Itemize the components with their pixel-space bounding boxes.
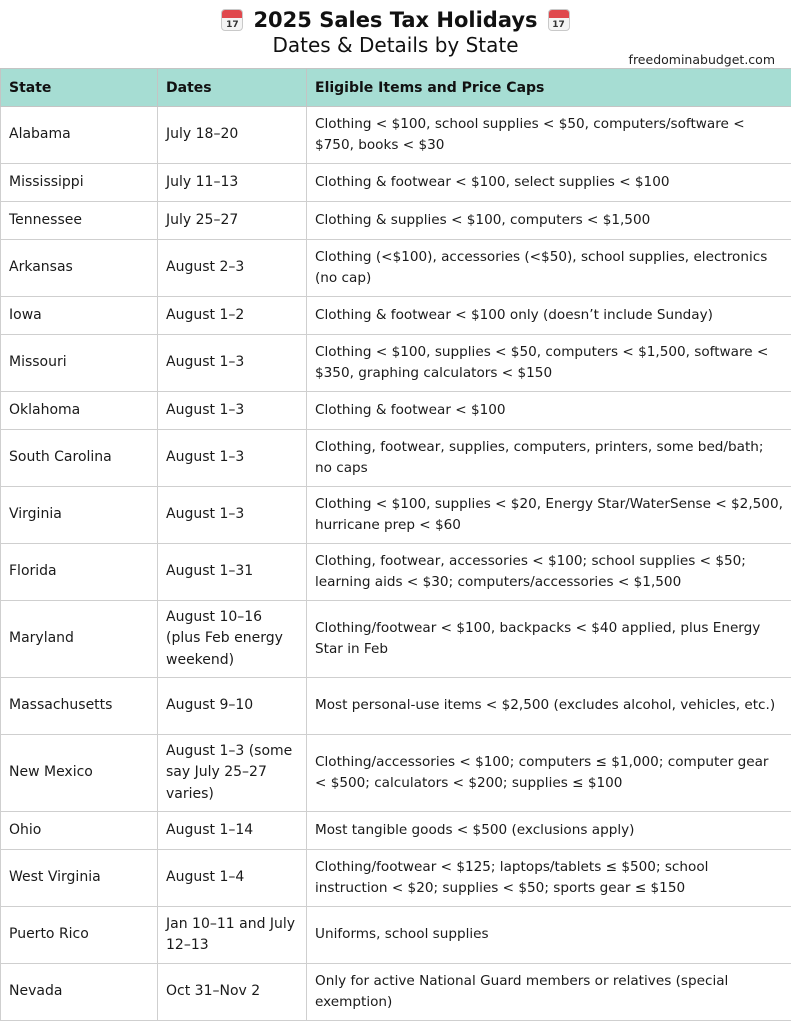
table-row <box>1 812 791 850</box>
items-cell: Clothing & footwear < $100, select supplies < $100 <box>307 164 791 202</box>
table-row <box>1 907 791 964</box>
dates-cell: Oct 31–Nov 2 <box>158 964 307 1021</box>
column-header-state: State <box>1 69 158 107</box>
state-cell: Iowa <box>1 297 158 335</box>
items-cell: Clothing, footwear, accessories < $100; school supplies < $50; learning aids < $30; computers/accessories < $1,500 <box>307 544 791 601</box>
state-cell: New Mexico <box>1 735 158 812</box>
sales-tax-table <box>0 68 791 1021</box>
dates-cell: August 1–3 <box>158 487 307 544</box>
items-cell: Clothing < $100, supplies < $20, Energy Star/WaterSense < $2,500, hurricane prep < $60 <box>307 487 791 544</box>
dates-cell: August 1–3 <box>158 392 307 430</box>
items-cell: Clothing < $100, supplies < $50, computers < $1,500, software < $350, graphing calculators < $150 <box>307 335 791 392</box>
state-cell: Nevada <box>1 964 158 1021</box>
dates-cell: August 1–4 <box>158 850 307 907</box>
state-cell: Maryland <box>1 601 158 678</box>
table-row <box>1 964 791 1021</box>
table-row <box>1 487 791 544</box>
items-cell: Clothing/footwear < $100, backpacks < $40 applied, plus Energy Star in Feb <box>307 601 791 678</box>
state-cell: Alabama <box>1 107 158 164</box>
items-cell: Clothing & footwear < $100 only (doesn’t include Sunday) <box>307 297 791 335</box>
table-row <box>1 678 791 735</box>
state-cell: Oklahoma <box>1 392 158 430</box>
items-cell: Clothing < $100, school supplies < $50, computers/software < $750, books < $30 <box>307 107 791 164</box>
state-cell: Mississippi <box>1 164 158 202</box>
items-cell: Clothing & footwear < $100 <box>307 392 791 430</box>
column-header-items: Eligible Items and Price Caps <box>307 69 791 107</box>
items-cell: Uniforms, school supplies <box>307 907 791 964</box>
dates-cell: August 9–10 <box>158 678 307 735</box>
site-credit: freedominabudget.com <box>628 52 775 67</box>
state-cell: Florida <box>1 544 158 601</box>
items-cell: Clothing & supplies < $100, computers < $1,500 <box>307 202 791 240</box>
calendar-icon: 17 <box>221 9 243 31</box>
table-row <box>1 430 791 487</box>
state-cell: Arkansas <box>1 240 158 297</box>
table-row <box>1 601 791 678</box>
state-cell: Virginia <box>1 487 158 544</box>
state-cell: Massachusetts <box>1 678 158 735</box>
table-header-row <box>1 69 791 107</box>
items-cell: Clothing, footwear, supplies, computers, printers, some bed/bath; no caps <box>307 430 791 487</box>
dates-cell: August 1–3 (some say July 25–27 varies) <box>158 735 307 812</box>
state-cell: Tennessee <box>1 202 158 240</box>
state-cell: West Virginia <box>1 850 158 907</box>
page-subtitle: Dates & Details by State <box>272 33 519 57</box>
table-row <box>1 164 791 202</box>
table-row <box>1 335 791 392</box>
table-row <box>1 107 791 164</box>
table-row <box>1 392 791 430</box>
calendar-icon: 17 <box>548 9 570 31</box>
table-row <box>1 202 791 240</box>
items-cell: Most tangible goods < $500 (exclusions apply) <box>307 812 791 850</box>
column-header-dates: Dates <box>158 69 307 107</box>
state-cell: Ohio <box>1 812 158 850</box>
dates-cell: August 1–31 <box>158 544 307 601</box>
table-row <box>1 735 791 812</box>
table-row <box>1 297 791 335</box>
items-cell: Clothing/accessories < $100; computers ≤ $1,000; computer gear < $500; calculators < $200; supplies ≤ $100 <box>307 735 791 812</box>
dates-cell: August 1–3 <box>158 335 307 392</box>
dates-cell: July 18–20 <box>158 107 307 164</box>
dates-cell: August 1–3 <box>158 430 307 487</box>
dates-cell: August 10–16 (plus Feb energy weekend) <box>158 601 307 678</box>
table-row <box>1 850 791 907</box>
dates-cell: August 1–14 <box>158 812 307 850</box>
items-cell: Clothing/footwear < $125; laptops/tablets ≤ $500; school instruction < $20; supplies < $50; sports gear ≤ $150 <box>307 850 791 907</box>
state-cell: Missouri <box>1 335 158 392</box>
dates-cell: Jan 10–11 and July 12–13 <box>158 907 307 964</box>
state-cell: South Carolina <box>1 430 158 487</box>
dates-cell: August 1–2 <box>158 297 307 335</box>
dates-cell: August 2–3 <box>158 240 307 297</box>
state-cell: Puerto Rico <box>1 907 158 964</box>
table-row <box>1 544 791 601</box>
page-title: 2025 Sales Tax Holidays <box>253 8 538 32</box>
dates-cell: July 11–13 <box>158 164 307 202</box>
table-row <box>1 240 791 297</box>
dates-cell: July 25–27 <box>158 202 307 240</box>
items-cell: Clothing (<$100), accessories (<$50), school supplies, electronics (no cap) <box>307 240 791 297</box>
page-header <box>0 0 791 68</box>
items-cell: Most personal-use items < $2,500 (excludes alcohol, vehicles, etc.) <box>307 678 791 735</box>
title-line <box>0 6 791 34</box>
items-cell: Only for active National Guard members or relatives (special exemption) <box>307 964 791 1021</box>
